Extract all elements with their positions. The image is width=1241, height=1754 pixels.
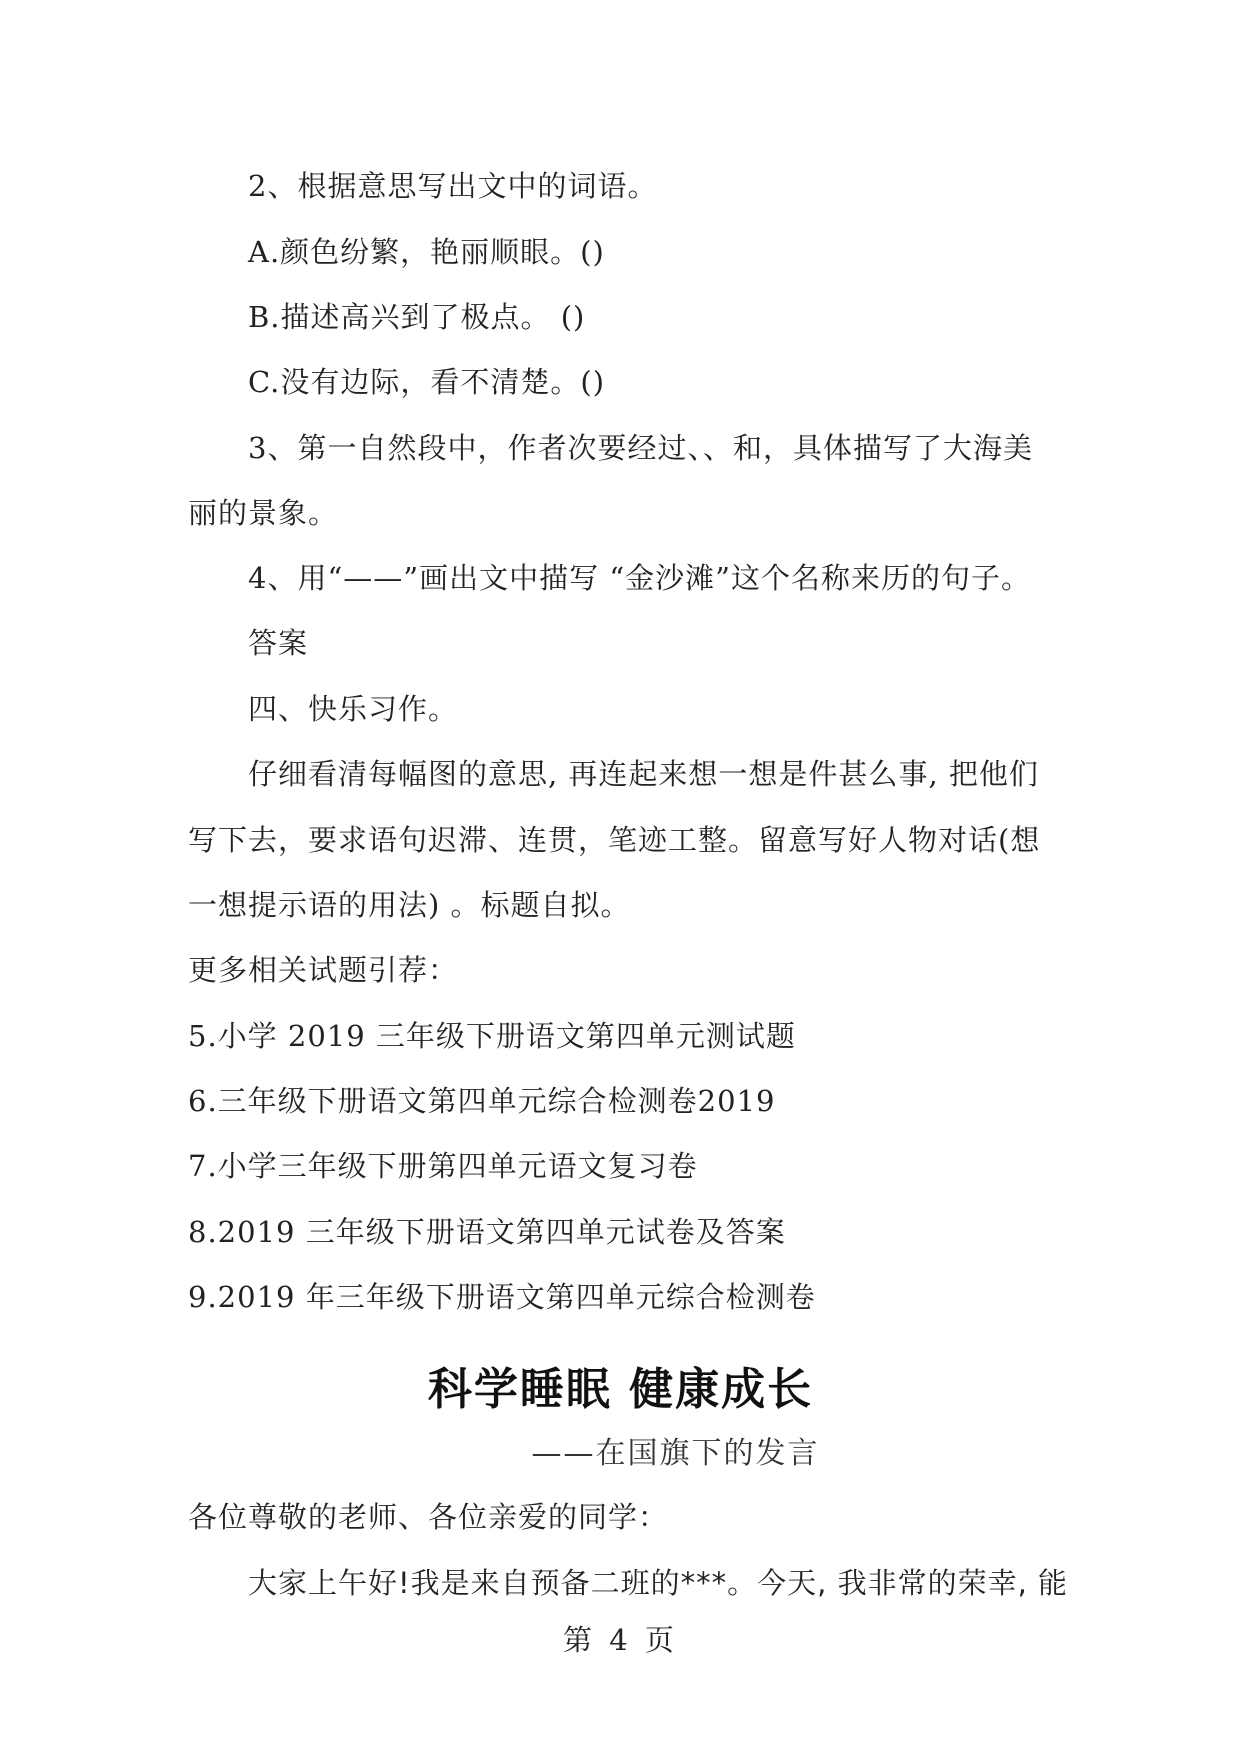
related-heading: 更多相关试题引荐： — [188, 953, 459, 987]
related-item-7: 7.小学三年级下册第四单元语文复习卷 — [188, 1149, 698, 1183]
related-item-5: 5.小学 2019 三年级下册语文第四单元测试题 — [188, 1019, 796, 1053]
question-3-line-1: 3、第一自然段中，作者次要经过、、和，具体描写了大海美 — [248, 431, 1033, 465]
writing-task-line-1: 仔细看清每幅图的意思, 再连起来想一想是件甚么事, 把他们 — [248, 757, 1039, 791]
option-c: C.没有边际，看不清楚。() — [248, 365, 606, 399]
speech-greeting: 各位尊敬的老师、各位亲爱的同学： — [188, 1500, 669, 1534]
question-3-line-2: 丽的景象。 — [188, 496, 339, 530]
writing-task-line-2: 写下去，要求语句迟滞、连贯，笔迹工整。留意写好人物对话(想 — [188, 823, 1041, 857]
page-number: 第 4 页 — [563, 1623, 678, 1657]
related-item-9: 9.2019 年三年级下册语文第四单元综合检测卷 — [188, 1280, 816, 1314]
speech-title: 科学睡眠 健康成长 — [427, 1364, 814, 1415]
writing-task-line-3: 一想提示语的用法) 。标题自拟。 — [188, 888, 631, 922]
section-4-heading: 四、快乐习作。 — [248, 692, 459, 726]
option-a: A.颜色纷繁，艳丽顺眼。() — [248, 235, 605, 269]
related-item-6: 6.三年级下册语文第四单元综合检测卷2019 — [188, 1084, 776, 1118]
related-item-8: 8.2019 三年级下册语文第四单元试卷及答案 — [188, 1215, 786, 1249]
speech-subtitle: ——在国旗下的发言 — [531, 1436, 820, 1471]
answer-label: 答案 — [248, 626, 309, 660]
option-b: B.描述高兴到了极点。 () — [248, 300, 586, 334]
question-4: 4、用“——”画出文中描写 “金沙滩”这个名称来历的句子。 — [248, 561, 1031, 595]
speech-opening: 大家上午好!我是来自预备二班的***。今天, 我非常的荣幸, 能 — [248, 1566, 1068, 1600]
question-2: 2、根据意思写出文中的词语。 — [248, 169, 658, 203]
